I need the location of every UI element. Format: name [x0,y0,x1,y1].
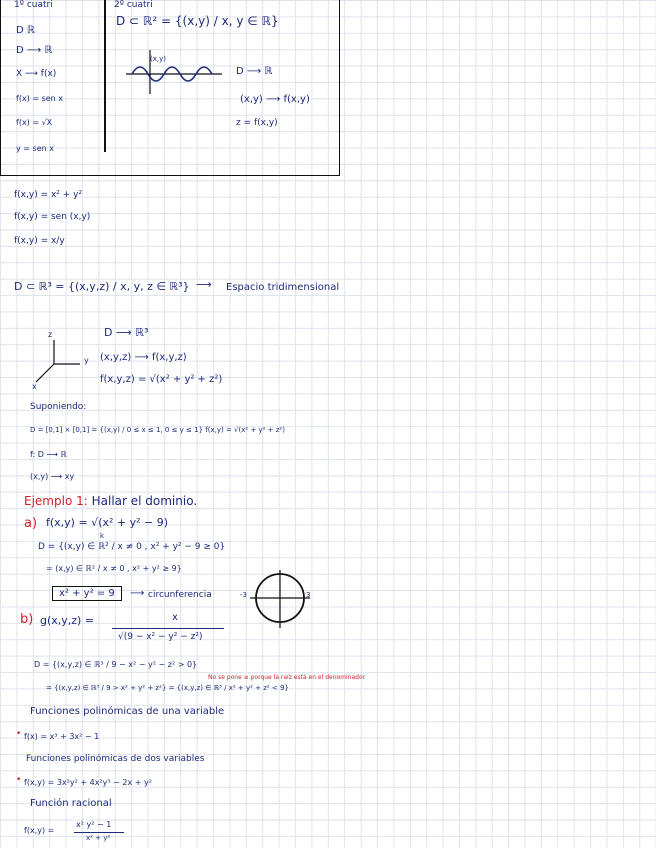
part-a-domain-2: = (x,y) ∈ ℝ² / x ≠ 0 , x² + y² ≥ 9} [46,564,182,573]
bullet-1: • [16,729,22,739]
example-xy-3: f(x,y) = x/y [14,236,65,246]
col2-map: D ⟶ ℝ [236,66,273,77]
part-a-circunferencia: circunferencia [148,590,212,600]
col1-line-3: X ⟶ f(x) [16,69,57,79]
col1-line-2: D ⟶ ℝ [16,45,53,56]
part-b-func: g(x,y,z) = [40,614,95,627]
part-a-func: f(x,y) = √(x² + y² − 9) [46,516,169,529]
axis-x-label: x [32,382,37,391]
col2-pair: (x,y) ⟶ f(x,y) [240,94,310,105]
polinomicas-dos-example: f(x,y) = 3x²y² + 4x²y³ − 2x + y² [24,778,152,787]
part-a-k: k [100,532,105,540]
example-xy-1: f(x,y) = x² + y² [14,190,83,200]
three-d-arrow: ⟶ [196,278,212,291]
circle-left-label: -3 [240,591,247,599]
example-xy-2: f(x,y) = sen (x,y) [14,212,91,222]
part-b-domain-1: D = {(x,y,z) ∈ ℝ³ / 9 − x² − y² − z² > 0} [34,660,198,669]
part-b-den: √(9 − x² − y² − z²) [118,632,203,642]
col1-line-1: D ℝ [16,25,35,36]
col2-domain: D ⊂ ℝ² = {(x,y) / x, y ∈ ℝ} [116,14,279,28]
col1-line-5: f(x) = √X [16,118,53,127]
polinomicas-una-example: f(x) = x³ + 3x² − 1 [24,732,100,741]
racional-lhs: f(x,y) = [24,826,55,835]
three-d-func: f(x,y,z) = √(x² + y² + z²) [100,374,223,385]
col1-title: 1º cuatri [14,0,53,10]
polinomicas-una-title: Funciones polinómicas de una variable [30,706,225,717]
graph-label: (x,y) [150,55,166,63]
racional-fraction-bar [74,832,124,833]
part-b-label: b) [20,612,34,627]
polinomicas-dos-title: Funciones polinómicas de dos variables [26,754,205,764]
suponiendo-pair: (x,y) ⟶ xy [30,472,75,481]
racional-title: Función racional [30,798,112,809]
part-b-domain-2: = {(x,y,z) ∈ ℝ³ / 9 > x² + y² + z²} = {(x,y,z) ∈ ℝ³ / x² + y² + z² < 9} [46,684,289,692]
three-d-label: Espacio tridimensional [226,282,340,293]
circle-right-label: 3 [306,591,311,599]
part-b-note: No se pone ≥ porque la raíz está en el denominador [208,674,366,681]
axis-z-label: z [48,330,53,339]
circle-sketch [250,570,310,630]
three-d-axes [30,336,90,392]
bullet-2: • [16,775,22,785]
racional-num: x² y² − 1 [76,820,112,829]
col1-line-4: f(x) = sen x [16,94,64,103]
ejemplo-title-row [24,494,197,508]
suponiendo-domain: D = [0,1] × [0,1] = {(x,y) / 0 ≤ x ≤ 1, 0 ≤ y ≤ 1} f(x,y) = √(x² + y² + z²) [30,426,285,434]
racional-den: x² + y² [86,834,111,842]
sine-graph [126,50,226,100]
axis-y-label: y [84,356,89,365]
part-a-boxed-equation: x² + y² = 9 [52,586,122,601]
col2-z: z = f(x,y) [236,118,278,128]
col1-line-6: y = sen x [16,144,54,153]
part-a-arrow: ⟶ [130,588,145,599]
three-d-map: D ⟶ ℝ³ [104,326,149,339]
col2-title: 2º cuatri [114,0,153,10]
suponiendo-map: f: D ⟶ ℝ [30,450,67,459]
three-d-triple: (x,y,z) ⟶ f(x,y,z) [100,352,187,363]
part-a-label: a) [24,516,38,531]
part-a-domain-1: D = {(x,y) ∈ ℝ² / x ≠ 0 , x² + y² − 9 ≥ 0} [38,542,226,552]
suponiendo-label: Suponiendo: [30,402,87,412]
ejemplo-title: Ejemplo 1: [24,494,88,508]
part-b-fraction-bar [112,628,224,629]
part-b-num: x [172,612,178,623]
three-d-domain: D ⊂ ℝ³ = {(x,y,z) / x, y, z ∈ ℝ³} [14,280,190,293]
ejemplo-title-rest: Hallar el dominio. [91,494,198,508]
top-box-divider [104,0,106,152]
